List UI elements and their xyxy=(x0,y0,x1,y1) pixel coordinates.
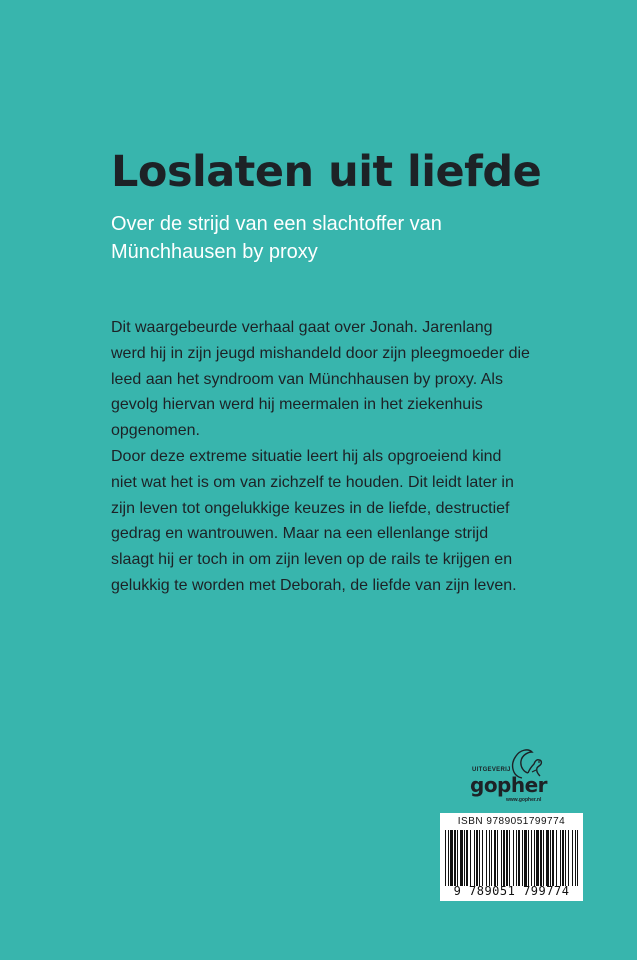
barcode-bar xyxy=(501,830,502,886)
barcode-bar xyxy=(575,830,576,886)
barcode-bar xyxy=(528,830,529,886)
barcode-bar xyxy=(536,830,539,886)
blurb xyxy=(111,315,531,599)
barcode-bar xyxy=(522,830,523,886)
barcode-bar xyxy=(550,830,551,886)
barcode-bar xyxy=(513,830,514,886)
barcode-bar xyxy=(562,830,564,886)
barcode-bar xyxy=(450,830,453,886)
publisher-label: UITGEVERIJ xyxy=(472,767,511,773)
barcode-bar xyxy=(457,830,458,886)
barcode-bar xyxy=(476,830,478,886)
barcode-bar xyxy=(531,830,532,886)
publisher-url: www.gopher.nl xyxy=(506,797,542,803)
barcode-bar xyxy=(565,830,566,886)
barcode-bar xyxy=(460,830,463,886)
barcode-bar xyxy=(479,830,480,886)
isbn-digits: 9 789051 799774 xyxy=(453,884,570,898)
barcode-bar xyxy=(572,830,573,886)
barcode-bar xyxy=(470,830,471,886)
barcode-bar xyxy=(518,830,520,886)
barcode-bar xyxy=(540,830,542,886)
barcode-bar xyxy=(509,830,510,886)
barcode-bar xyxy=(448,830,449,886)
barcode-bar xyxy=(556,830,557,886)
barcode-bar xyxy=(534,830,535,886)
barcode-bar xyxy=(543,830,544,886)
book-title: Loslaten uit liefde xyxy=(111,147,542,197)
isbn-label: ISBN 9789051799774 xyxy=(457,816,566,827)
barcode-bar xyxy=(560,830,561,886)
blurb-paragraph: Dit waargebeurde verhaal gaat over Jonah. Jarenlang werd hij in zijn jeugd mishandeld door zijn pleegmoeder die leed aan het syndroom van Münchhausen by proxy. Als gevolg hiervan werd hij meermalen in het ziekenhuis opgenomen. xyxy=(111,319,530,440)
barcode-bar xyxy=(486,830,487,886)
barcode-bar xyxy=(491,830,492,886)
barcode-bar xyxy=(482,830,483,886)
publisher-name: gopher xyxy=(470,773,548,797)
barcode-bar xyxy=(546,830,549,886)
barcode-bar xyxy=(494,830,496,886)
blurb-paragraph: Door deze extreme situatie leert hij als opgroeiend kind niet wat het is om van zichzelf te houden. Dit leidt later in zijn leven tot ongelukkige keuzes in de liefde, destructief gedrag en wantrouwen. Maar na een ellenlange strijd slaagt hij er toch in om zijn leven op de rails te krijgen en gelukkig te worden met Deborah, de liefde van zijn leven. xyxy=(111,447,517,594)
publisher-logo xyxy=(466,746,556,806)
barcode-bar xyxy=(568,830,569,886)
barcode-bar xyxy=(516,830,517,886)
barcode-bar xyxy=(474,830,475,886)
barcode-bar xyxy=(506,830,508,886)
barcode-bar xyxy=(454,830,456,886)
barcode-bar xyxy=(524,830,527,886)
barcode-bars xyxy=(445,830,578,886)
barcode-bar xyxy=(503,830,505,886)
isbn-barcode xyxy=(440,813,583,901)
barcode-bar xyxy=(577,830,578,886)
barcode-bar xyxy=(552,830,554,886)
barcode-bar xyxy=(489,830,490,886)
barcode-bar xyxy=(464,830,465,886)
barcode-bar xyxy=(466,830,468,886)
book-subtitle: Over de strijd van een slachtoffer van Münchhausen by proxy xyxy=(111,213,442,263)
barcode-bar xyxy=(445,830,446,886)
barcode-bar xyxy=(497,830,498,886)
